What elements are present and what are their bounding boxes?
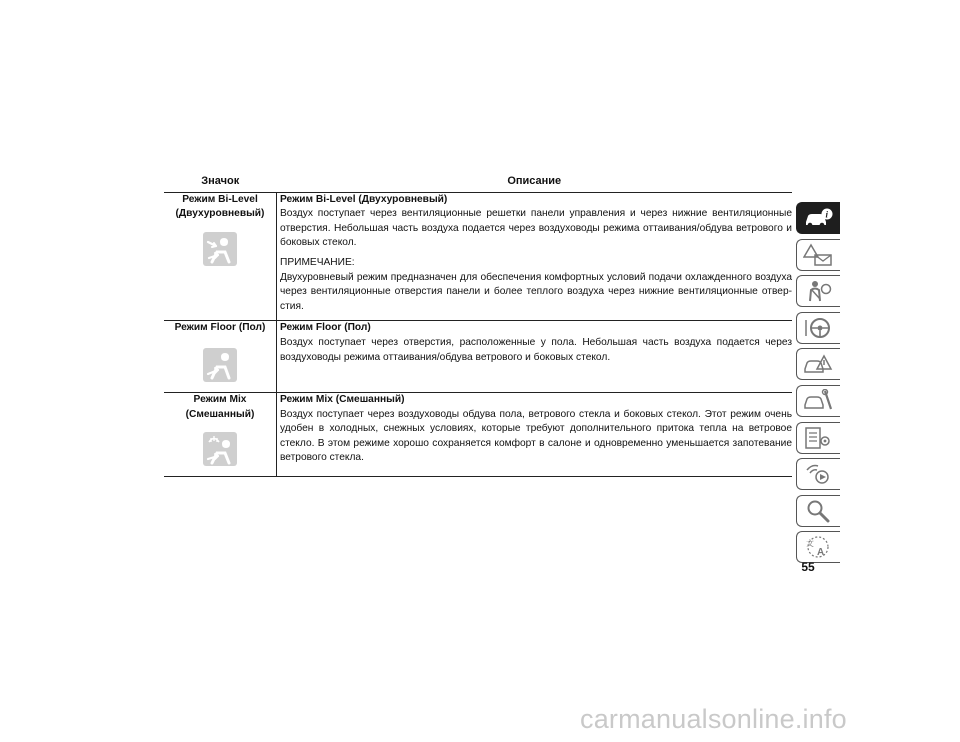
svg-text:i: i (825, 209, 829, 220)
page-number: 55 (801, 560, 815, 574)
floor-airflow-icon (203, 348, 237, 382)
warning-message-icon (803, 243, 833, 267)
car-service-wrench-icon (803, 389, 833, 413)
tab-emergency[interactable] (796, 348, 840, 380)
mode-name-line1: Режим Bi-Level (182, 193, 258, 205)
tab-driving[interactable] (796, 312, 840, 344)
car-emergency-icon (803, 352, 833, 376)
note-text: Двухуровневый режим предназначен для обеспечения комфортных условий подачи охлажденного воздуха через вентиляционные отверстия панели и более теплого воздуха через нижние вентиляционные отвер-стия. (280, 271, 792, 312)
language-index-icon (803, 535, 833, 559)
table-row (164, 392, 792, 476)
tab-search[interactable] (796, 495, 840, 527)
description-cell (277, 392, 793, 476)
chapter-tabs (796, 202, 840, 568)
tab-safety[interactable] (796, 275, 840, 307)
mode-name-line1: Режим Floor (Пол) (174, 322, 266, 334)
mode-cell (164, 192, 277, 321)
watermark: carmanualsonline.info (580, 704, 847, 734)
tab-warnings[interactable] (796, 239, 840, 271)
table-header-row (164, 172, 792, 192)
bilevel-airflow-icon (203, 232, 237, 266)
description-text: Воздух поступает через воздуховоды обдува пола, ветрового стекла и боковых стекол. Этот режим очень удобен в холодных, снежных условиях, которые требуют дополнительного притока тепла на ветровое стекло. В этом режиме хорошо сохраняется комфорт в салоне и одновременно уменьшается запотевание ветрового стекла. (280, 408, 792, 464)
description-title: Режим Mix (Смешанный) (280, 393, 405, 405)
description-title: Режим Floor (Пол) (280, 322, 371, 334)
mode-cell (164, 392, 277, 476)
tab-service[interactable] (796, 385, 840, 417)
description-cell (277, 192, 793, 321)
mode-name-line2: (Смешанный) (185, 408, 255, 420)
description-title: Режим Bi-Level (Двухуровневый) (280, 193, 448, 205)
table-row (164, 321, 792, 393)
seatbelt-safety-icon (803, 279, 833, 303)
mode-cell (164, 321, 277, 393)
note-title: ПРИМЕЧАНИЕ: (280, 256, 355, 268)
header-description: Описание (277, 172, 793, 192)
multimedia-icon (803, 462, 833, 486)
climate-modes-table (164, 172, 792, 477)
mode-name-line2: (Двухуровневый) (175, 208, 265, 220)
table-row (164, 192, 792, 321)
description-cell (277, 321, 793, 393)
description-text: Воздух поступает через отверстия, расположенные у пола. Небольшая часть воздуха подается через воздуховоды режима оттаивания/обдува ветрового и боковых стекол. (280, 336, 792, 363)
description-text: Воздух поступает через вентиляционные решетки панели управления и через нижние вентиляционные отверстия. Небольшая часть воздуха подается через воздуховоды режима оттаивания/обдува ветрового и боковых стекол. (280, 208, 792, 249)
svg-text:A: A (817, 547, 825, 559)
tab-car-info[interactable] (796, 202, 840, 234)
car-info-icon (803, 206, 833, 230)
steering-wheel-icon (803, 316, 833, 340)
tab-multimedia[interactable] (796, 458, 840, 490)
tab-languages[interactable] (796, 531, 840, 563)
mix-airflow-icon (203, 432, 237, 466)
search-index-icon (803, 499, 833, 523)
specifications-list-icon (803, 426, 833, 450)
svg-text:文: 文 (806, 539, 814, 549)
mode-name-line1: Режим Mix (193, 393, 247, 405)
header-icon: Значок (164, 172, 277, 192)
tab-specifications[interactable] (796, 422, 840, 454)
